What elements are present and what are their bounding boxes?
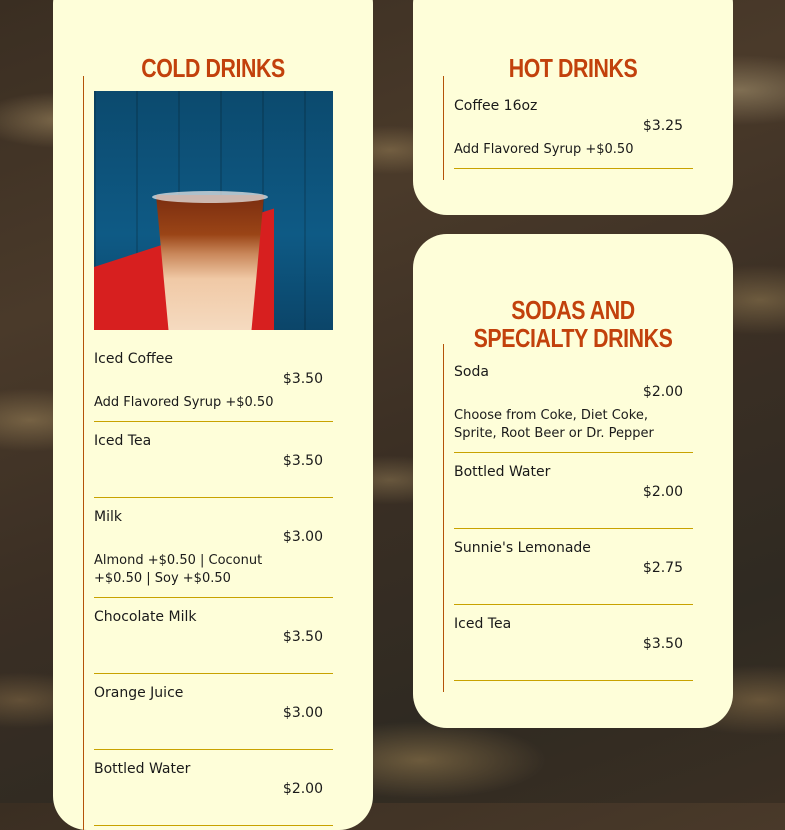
menu-item	[94, 498, 333, 598]
item-name: Iced Tea	[94, 433, 152, 449]
hot-drinks-list	[454, 87, 693, 169]
cold-drinks-rail	[83, 76, 84, 830]
sodas-rail	[443, 344, 444, 692]
hot-drinks-title: HOT DRINKS	[508, 52, 638, 83]
menu-item	[454, 353, 693, 453]
menu-item	[94, 422, 333, 498]
cold-drinks-title: COLD DRINKS	[141, 52, 285, 83]
item-name: Sunnie's Lemonade	[454, 540, 591, 556]
item-price: $2.00	[642, 384, 683, 400]
item-name: Soda	[454, 364, 489, 380]
item-price: $3.00	[282, 705, 323, 721]
item-price: $3.50	[282, 371, 323, 387]
iced-coffee-cup	[156, 195, 264, 330]
sodas-title: SODAS AND SPECIALTY DRINKS	[473, 294, 673, 353]
item-name: Orange Juice	[94, 685, 184, 701]
menu-item	[454, 529, 693, 605]
menu-item	[94, 340, 333, 422]
item-price: $2.00	[282, 781, 323, 797]
cup-rim	[152, 191, 268, 203]
item-price: $3.50	[642, 636, 683, 652]
cold-drinks-card	[53, 0, 373, 830]
item-description: Almond +$0.50 | Coconut +$0.50 | Soy +$0.50	[94, 553, 263, 586]
item-price: $2.75	[642, 560, 683, 576]
hot-drinks-rail	[443, 76, 444, 180]
item-name: Bottled Water	[94, 761, 191, 777]
sodas-card	[413, 234, 733, 728]
item-name: Iced Tea	[454, 616, 512, 632]
menu-item	[94, 598, 333, 674]
cold-drinks-list	[94, 91, 333, 826]
item-name: Chocolate Milk	[94, 609, 197, 625]
item-name: Coffee 16oz	[454, 98, 538, 114]
item-name: Bottled Water	[454, 464, 551, 480]
sodas-list	[454, 353, 693, 681]
item-description: Choose from Coke, Diet Coke, Sprite, Root Beer or Dr. Pepper	[454, 408, 654, 441]
item-name: Milk	[94, 509, 122, 525]
iced-coffee-photo	[94, 91, 333, 330]
menu-item	[454, 87, 693, 169]
item-description: Add Flavored Syrup +$0.50	[94, 395, 274, 410]
hot-drinks-card	[413, 0, 733, 215]
menu-item	[94, 674, 333, 750]
item-description: Add Flavored Syrup +$0.50	[454, 142, 634, 157]
item-price: $3.25	[642, 118, 683, 134]
menu-item	[454, 605, 693, 681]
menu-item	[454, 453, 693, 529]
item-name: Iced Coffee	[94, 351, 173, 367]
item-price: $2.00	[642, 484, 683, 500]
item-price: $3.50	[282, 453, 323, 469]
item-price: $3.00	[282, 529, 323, 545]
menu-item	[94, 750, 333, 826]
item-price: $3.50	[282, 629, 323, 645]
